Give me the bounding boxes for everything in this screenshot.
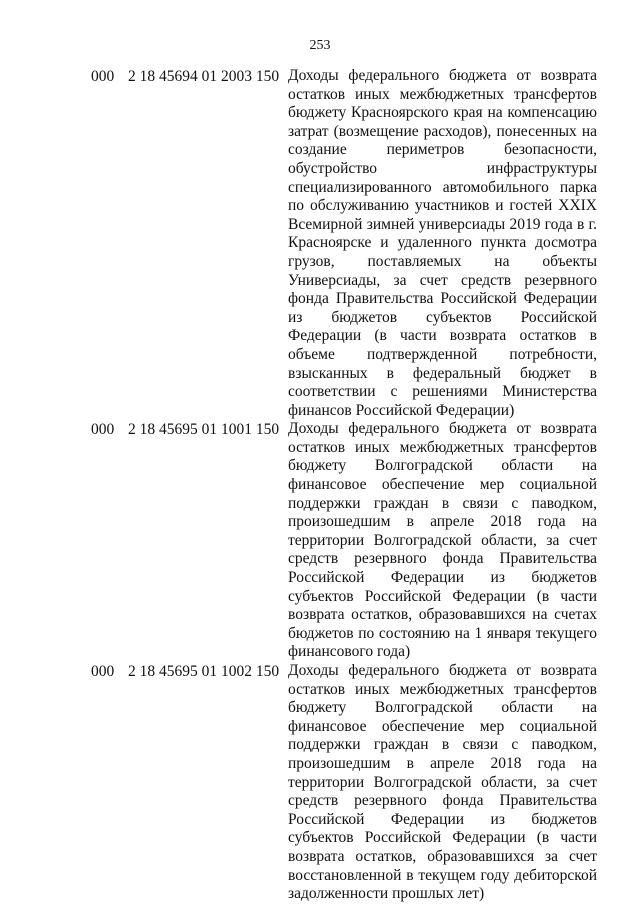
budget-classification-code: 2 18 45694 01 2003 150 (128, 68, 280, 85)
page-number: 253 (309, 38, 331, 53)
table-row (0, 420, 640, 662)
classification-table (0, 67, 640, 904)
table-row (0, 67, 640, 420)
budget-classification-code: 2 18 45695 01 1002 150 (128, 663, 280, 680)
budget-classification-code: 2 18 45695 01 1001 150 (128, 421, 280, 439)
revenue-description: Доходы федерального бюджета от возврата остатков иных межбюджетных трансфертов бюджету Красноярского края на компенсацию затрат (возмещение расходов), понесенных на создание периметров безопасности, обустройство инфраструктуры специализированного автомобильного парка по обслуживанию участников и гостей XXIX Всемирной зимней универсиады 2019 года в г. Красноярске и удаленного пункта досмотра грузов, поставляемых на объекты Универсиады, за счет средств резервного фонда Правительства Российской Федерации из бюджетов субъектов Российской Федерации (в части возврата остатков в объеме подтвержденной потребности, взысканных в федеральный бюджет в соответствии с решениями Министерства финансов Российской Федерации) (288, 67, 597, 419)
revenue-description: Доходы федерального бюджета от возврата остатков иных межбюджетных трансфертов бюджету Волгоградской области на финансовое обеспечение мер социальной поддержки граждан в связи с паводком, произошедшим в апреле 2018 года на территории Волгоградской области, за счет средств резервного фонда Правительства Российской Федерации из бюджетов субъектов Российской Федерации (в части возврата остатков, образовавшихся за счет восстановленной в текущем году дебиторской задолженности прошлых лет) (288, 662, 597, 903)
table-row (0, 662, 640, 904)
revenue-description: Доходы федерального бюджета от возврата остатков иных межбюджетных трансфертов бюджету Волгоградской области на финансовое обеспечение мер социальной поддержки граждан в связи с паводком, произошедшим в апреле 2018 года на территории Волгоградской области, за счет средств резервного фонда Правительства Российской Федерации из бюджетов субъектов Российской Федерации (в части возврата остатков, образовавшихся на счетах бюджетов по состоянию на 1 января текущего финансового года) (288, 420, 597, 661)
administrator-code: 000 (91, 663, 115, 680)
administrator-code: 000 (91, 68, 115, 85)
administrator-code: 000 (91, 421, 115, 439)
